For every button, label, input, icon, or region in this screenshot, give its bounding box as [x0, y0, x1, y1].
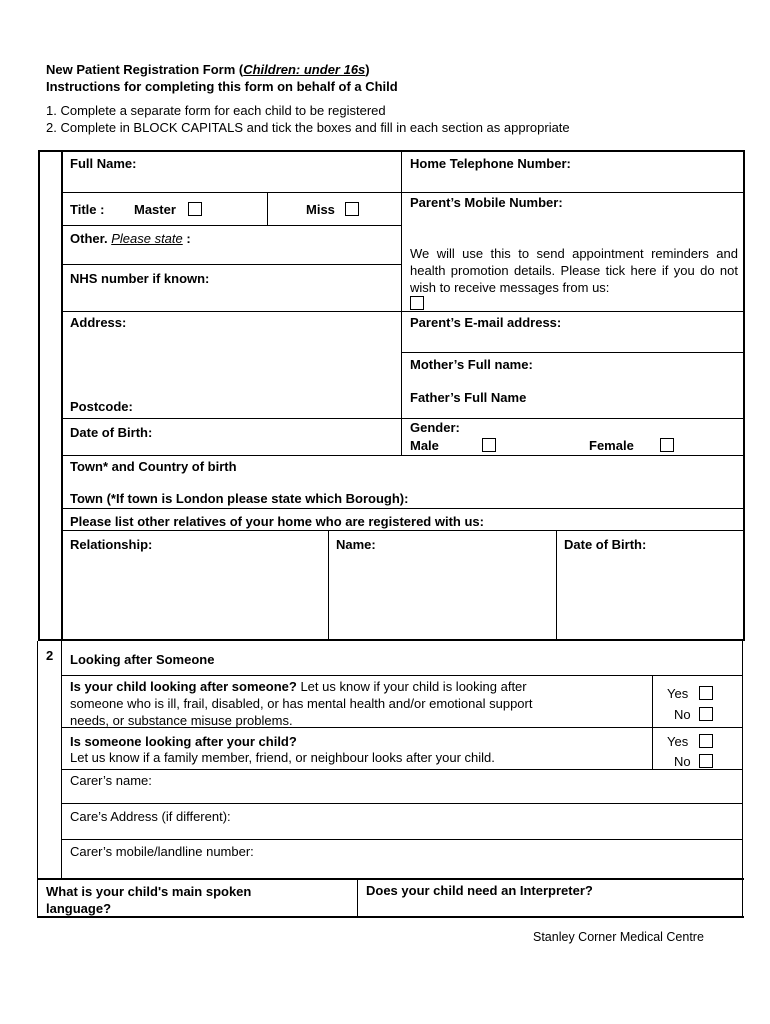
- miss-checkbox[interactable]: [345, 202, 359, 216]
- reminder-text: We will use this to send appointment reminders and health promotion details. Please tick here if you do not wish to receive messages from us:: [410, 246, 738, 295]
- q1-no-checkbox[interactable]: [699, 707, 713, 721]
- dob-label: Date of Birth:: [70, 425, 153, 440]
- male-checkbox[interactable]: [482, 438, 496, 452]
- q1-line1: Is your child looking after someone? Let us know if your child is looking after: [70, 679, 527, 694]
- carer-phone-label: Carer’s mobile/landline number:: [70, 844, 254, 859]
- q1-yes-checkbox[interactable]: [699, 686, 713, 700]
- relative-name-header: Name:: [336, 537, 376, 552]
- language-label: What is your child's main spoken language?: [46, 884, 252, 916]
- relationship-header: Relationship:: [70, 537, 153, 552]
- female-checkbox[interactable]: [660, 438, 674, 452]
- interpreter-label: Does your child need an Interpreter?: [366, 883, 593, 898]
- other-title-label: Other. Please state :: [70, 231, 191, 246]
- q1-no-label: No: [674, 707, 691, 722]
- no-messages-checkbox[interactable]: [410, 296, 424, 310]
- form-subtitle: Instructions for completing this form on behalf of a Child: [46, 79, 398, 94]
- full-name-label: Full Name:: [70, 156, 137, 171]
- home-phone-label: Home Telephone Number:: [410, 156, 571, 171]
- mother-name-label: Mother’s Full name:: [410, 357, 533, 372]
- form-title: New Patient Registration Form (Children: under 16s): [46, 62, 370, 77]
- carer-name-label: Carer’s name:: [70, 773, 152, 788]
- q1-line3: needs, or substance misuse problems.: [70, 713, 293, 728]
- home-phone-field[interactable]: [403, 172, 741, 191]
- master-label: Master: [134, 202, 176, 217]
- instruction-1: 1. Complete a separate form for each child to be registered: [46, 103, 386, 118]
- section2-heading: Looking after Someone: [70, 652, 215, 667]
- female-label: Female: [589, 438, 634, 453]
- q2-no-label: No: [674, 754, 691, 769]
- master-checkbox[interactable]: [188, 202, 202, 216]
- nhs-number-label: NHS number if known:: [70, 271, 210, 286]
- q2-yes-label: Yes: [667, 734, 689, 749]
- father-name-label: Father’s Full Name: [410, 390, 527, 405]
- q1-line2: someone who is ill, frail, disabled, or has mental health and/or emotional support: [70, 696, 533, 711]
- q2-yes-checkbox[interactable]: [699, 734, 713, 748]
- relative-dob-header: Date of Birth:: [564, 537, 647, 552]
- q2-line1: Is someone looking after your child?: [70, 734, 297, 749]
- town-note-label: Town (*If town is London please state which Borough):: [70, 491, 409, 506]
- relatives-label: Please list other relatives of your home who are registered with us:: [70, 514, 484, 529]
- carer-address-label: Care’s Address (if different):: [70, 809, 231, 824]
- q2-line2: Let us know if a family member, friend, or neighbour looks after your child.: [70, 750, 495, 765]
- address-label: Address:: [70, 315, 127, 330]
- parent-email-label: Parent’s E-mail address:: [410, 315, 562, 330]
- town-country-label: Town* and Country of birth: [70, 459, 237, 474]
- q1-yes-label: Yes: [667, 686, 689, 701]
- miss-label: Miss: [306, 202, 335, 217]
- section2-number: 2: [46, 648, 54, 663]
- gender-label: Gender:: [410, 420, 460, 435]
- q2-no-checkbox[interactable]: [699, 754, 713, 768]
- full-name-field[interactable]: [62, 172, 400, 191]
- male-label: Male: [410, 438, 439, 453]
- parent-mobile-label: Parent’s Mobile Number:: [410, 195, 563, 210]
- postcode-label: Postcode:: [70, 399, 133, 414]
- practice-name: Stanley Corner Medical Centre: [533, 930, 704, 944]
- title-label: Title :: [70, 202, 105, 217]
- instruction-2: 2. Complete in BLOCK CAPITALS and tick the boxes and fill in each section as appropriate: [46, 120, 570, 135]
